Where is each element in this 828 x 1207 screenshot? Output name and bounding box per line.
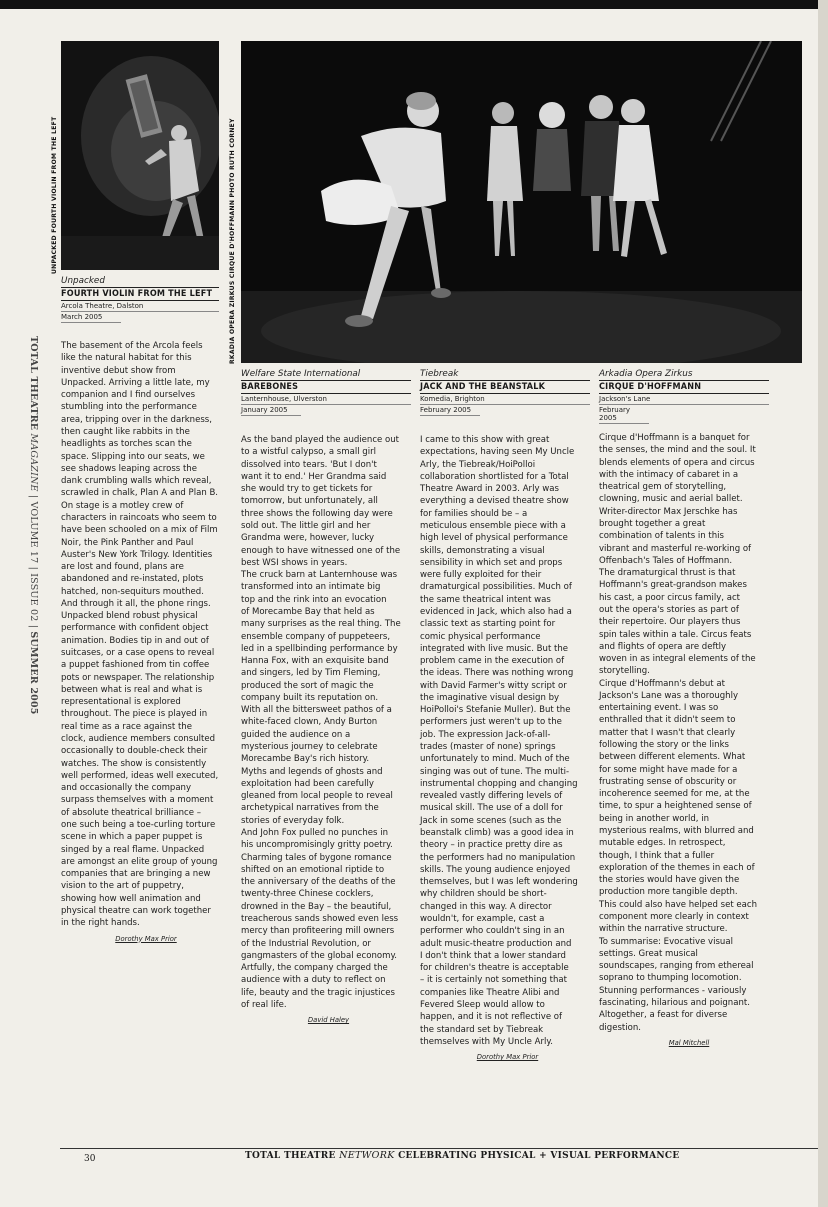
text-line: life, beauty and the tragic injustices — [241, 987, 395, 998]
text-line: occasionally to double-check their — [61, 746, 208, 757]
text-line: dissolved into tears. 'But I don't — [241, 459, 377, 470]
text-line: company built its reputation on. — [241, 692, 379, 703]
text-line: Charming tales of bygone romance — [241, 852, 392, 863]
text-line: three shows the following day were — [241, 508, 393, 519]
text-line: integrated with live music. But the — [420, 643, 569, 654]
text-line: clock, audience members consulted — [61, 734, 216, 744]
text-line: sold out. The little girl and her — [241, 520, 371, 531]
text-line: companion and I find ourselves — [61, 390, 196, 401]
text-line: characters in raincoats who seem to — [61, 512, 217, 523]
text-line: combination of talents in this — [599, 531, 725, 542]
review-header-fourth-violin — [61, 276, 219, 323]
text-line: theatrical gem of storytelling, — [599, 482, 727, 493]
text-line: Grandma were, however, lucky — [241, 533, 375, 544]
text-line: expectations, having seen My Uncle — [420, 447, 575, 458]
review-body-jack — [420, 434, 595, 1063]
text-line: twenty-three Chinese cocklers, — [241, 889, 374, 900]
text-line: gangmasters of the global economy. — [241, 950, 398, 961]
venue: Arcola Theatre, Dalston — [61, 301, 219, 312]
text-line: dank crumbling walls which reveal, — [61, 476, 212, 487]
text-line: As the band played the audience out — [241, 435, 400, 445]
text-line: showing how well animation and — [61, 893, 201, 904]
text-line: mercy than profiteering mill owners — [241, 926, 395, 937]
text-line: area, tripping over in the darkness, — [61, 414, 212, 425]
date: March 2005 — [61, 312, 121, 323]
text-line: singed by a real flame. Unpacked — [61, 844, 205, 855]
text-line: want it to end.' Her Grandma said — [241, 471, 387, 482]
review-header-cirque — [599, 369, 769, 424]
text-line: happen, and it is not reflective of — [420, 1012, 563, 1023]
text-line: the imaginative visual design by — [420, 692, 560, 703]
text-line: watches. The show is consistently — [61, 758, 207, 769]
text-line: performance with confident object — [61, 623, 209, 634]
company-name: Tiebreak — [420, 369, 590, 381]
text-line: in the right hands. — [61, 918, 140, 929]
text-line: following the story or the links — [599, 740, 729, 751]
venue: Komedia, Brighton — [420, 394, 590, 405]
text-line: and occasionally the company — [61, 783, 192, 794]
text-line: companies like Theatre Alibi and — [420, 987, 560, 998]
text-line: the ideas. There was nothing wrong — [420, 668, 574, 679]
text-line: headlights as torches scan the — [61, 439, 192, 450]
text-line: stories of everyday folk. — [241, 815, 345, 826]
text-line: she would try to get tickets for — [241, 484, 373, 495]
text-line: transformed into an intimate big — [241, 582, 381, 593]
text-line: Artfully, the company charged the — [241, 963, 388, 974]
company-name: Arkadia Opera Zirkus — [599, 369, 769, 381]
show-title: BAREBONES — [241, 381, 411, 394]
text-line: were fully exploited for their — [420, 570, 542, 581]
text-line: Arly, the Tiebreak/HoiPolloi — [420, 459, 536, 470]
text-line: mysterious realms, with blurred and — [599, 826, 754, 836]
review-body-fourth-violin — [61, 340, 231, 945]
text-line: though, I think that a fuller — [599, 850, 715, 861]
text-line: collaboration shortlisted for a Total — [420, 471, 569, 482]
text-line: matter that I wasn't that clearly — [599, 727, 736, 738]
text-line: settings. Great musical — [599, 948, 698, 959]
text-line: with the intimacy of cabaret in a — [599, 469, 739, 480]
text-line: physical theatre can work together — [61, 905, 211, 916]
text-line: tomorrow, but unfortunately, all — [241, 496, 378, 507]
text-line: skills. The young audience enjoyed — [420, 864, 571, 875]
page-number: 30 — [84, 1154, 96, 1164]
text-line: top and the rink into an evocation — [241, 594, 387, 605]
text-line: enough to have witnessed one of the — [241, 545, 401, 556]
text-line: pots or newspaper. The relationship — [61, 672, 215, 683]
text-line: incoherence seemed for me, at the — [599, 789, 750, 800]
text-line: scrawled in chalk, Plan A and Plan B. — [61, 488, 219, 499]
text-line: abandoned and re-instated, plots — [61, 574, 204, 585]
text-line: Stunning performances - variously — [599, 985, 747, 996]
byline: Dorothy Max Prior — [476, 1053, 539, 1062]
footer-brand: TOTAL THEATRE — [245, 1151, 336, 1161]
text-line: And John Fox pulled no punches in — [241, 828, 389, 838]
text-line: revealed vastly differing levels of — [420, 791, 563, 802]
top-border — [0, 0, 828, 9]
text-line: his cast, a poor circus family, act — [599, 592, 740, 603]
text-line: ensemble company of puppeteers, — [241, 631, 391, 642]
text-line: dramaturgical possibilities. Much of — [420, 582, 572, 593]
text-line: I don't think that a lower standard — [420, 950, 566, 961]
text-line: led in a spellbinding performance by — [241, 643, 398, 654]
text-line: storytelling. — [599, 666, 650, 677]
text-line: are amongst an elite group of young — [61, 856, 218, 867]
byline: Mal Mitchell — [668, 1038, 710, 1047]
text-line: and flights of opera are deftly — [599, 641, 727, 652]
review-header-barebones — [241, 369, 411, 416]
text-line: gleaned from local people to reveal — [241, 791, 393, 802]
text-line: the senses, the mind and the soul. It — [599, 445, 756, 456]
text-line: clowning, music and aerial ballet. — [599, 494, 743, 505]
text-line: Writer-director Max Jerschke has — [599, 506, 738, 517]
text-line: being in another world, in — [599, 813, 710, 824]
text-line: high level of physical performance — [420, 533, 568, 544]
venue: Jackson's Lane — [599, 394, 769, 405]
text-line: Myths and legends of ghosts and — [241, 766, 383, 777]
text-line: between what is real and what is — [61, 684, 203, 695]
text-line: Cirque d'Hoffmann is a banquet for — [599, 433, 750, 443]
text-line: of real life. — [241, 999, 287, 1010]
text-line: changed in this way. A director — [420, 901, 552, 912]
text-line: everything a devised theatre show — [420, 496, 569, 507]
text-line: trades (master of none) springs — [420, 742, 556, 753]
footer-network: NETWORK — [339, 1150, 395, 1161]
text-line: Theatre Award in 2003. Arly was — [420, 484, 559, 495]
text-line: Jack in some scenes (such as the — [420, 815, 562, 826]
text-line: Jackson's Lane was a thoroughly — [599, 690, 739, 701]
review-body-cirque — [599, 432, 779, 1049]
text-line: surpass themselves with a moment — [61, 795, 214, 806]
text-line: The cruck barn at Lanternhouse was — [241, 570, 398, 581]
text-line: and singers, led by Tim Fleming, — [241, 668, 381, 679]
text-line: exploitation had been carefully — [241, 778, 374, 789]
text-line: between different elements. What — [599, 752, 746, 763]
text-line: the same theatrical intent was — [420, 594, 551, 605]
text-line: time, to spur a heightened sense of — [599, 801, 752, 812]
text-line: themselves with My Uncle Arly. — [420, 1036, 553, 1047]
season: SUMMER 2005 — [28, 631, 39, 715]
footer-tagline: CELEBRATING PHYSICAL + VISUAL PERFORMANCE — [398, 1151, 680, 1161]
text-line: out the opera's stories as part of — [599, 604, 739, 615]
byline: David Haley — [307, 1016, 350, 1025]
text-line: evidenced in Jack, which also had a — [420, 606, 572, 617]
text-line: job. The expression Jack-of-all- — [420, 729, 551, 740]
text-line: meticulous ensemble piece with a — [420, 520, 566, 531]
text-line: best WSI shows in years. — [241, 557, 348, 568]
text-line: production more tangible depth. — [599, 887, 738, 898]
text-line: to a wistful calypso, a small girl — [241, 447, 376, 458]
text-line: Cirque d'Hoffmann's debut at — [599, 678, 725, 689]
text-line: instrumental chopping and changing — [420, 778, 578, 789]
text-line: vision to the art of puppetry, — [61, 881, 185, 892]
text-line: brought together a great — [599, 518, 706, 529]
review-body-barebones — [241, 434, 416, 1027]
text-line: the standard set by Tiebreak — [420, 1024, 544, 1035]
text-line: And through it all, the phone rings. — [61, 598, 211, 609]
text-line: inventive debut show from — [61, 365, 176, 376]
text-line: Offenbach's Tales of Hoffmann. — [599, 555, 733, 566]
text-line: On stage is a motley crew of — [61, 500, 184, 511]
text-line: for children's theatre is acceptable — [420, 963, 569, 974]
photo-cirque-dhoffmann — [241, 41, 802, 363]
running-head: TOTAL THEATRE MAGAZINE | VOLUME 17 | ISSUE 02 | SUMMER 2005 — [28, 336, 39, 715]
text-line: Unpacked. Arriving a little late, my — [61, 377, 210, 388]
text-line: animation. Bodies tip in and out of — [61, 635, 209, 646]
text-line: the anniversary of the deaths of the — [241, 877, 396, 888]
text-line: wouldn't, for example, cast a — [420, 913, 545, 924]
text-line: vibrant and masterful re-working of — [599, 543, 752, 554]
date: January 2005 — [241, 405, 301, 416]
text-line: drowned in the Bay – the beautiful, — [241, 901, 392, 912]
text-line: Unpacked blend robust physical — [61, 611, 198, 622]
photo-caption-left: UNPACKED FOURTH VIOLIN FROM THE LEFT — [51, 116, 58, 274]
text-line: HoiPolloi's Stefanie Muller). But the — [420, 705, 571, 716]
text-line: component more clearly in context — [599, 911, 749, 922]
text-line: throughout. The piece is played in — [61, 709, 208, 720]
date: February 2005 — [420, 405, 480, 416]
photo-caption-right: RKADIA OPERA ZIRKUS CIRQUE D'HOFFMANN PHOTO RUTH CORNEY — [229, 118, 236, 364]
text-line: Noir, the Pink Panther and Paul — [61, 537, 194, 548]
photo-fourth-violin — [61, 41, 219, 270]
text-line: why children should be short- — [420, 889, 547, 900]
text-line: Hanna Fox, with an exquisite band — [241, 656, 389, 667]
text-line: mysterious journey to celebrate — [241, 742, 378, 753]
text-line: themselves, but I was left wondering — [420, 877, 578, 888]
magazine-word: MAGAZINE — [28, 433, 39, 492]
text-line: Morecambe Bay's rich history. — [241, 754, 370, 765]
text-line: The dramaturgical thrust is that — [599, 568, 736, 579]
text-line: woven in as integral elements of the — [599, 654, 756, 665]
text-line: Auster's New York Trilogy. Identities — [61, 549, 213, 560]
text-line: stumbling into the performance — [61, 402, 197, 413]
text-line: space. Slipping into our seats, we — [61, 451, 205, 462]
text-line: entertaining event. I was so — [599, 703, 719, 714]
date: February 2005 — [599, 405, 649, 424]
text-line: a puppet fashioned from tin coffee — [61, 660, 210, 671]
volume: VOLUME 17 — [28, 501, 39, 564]
text-line: frustrating sense of obscurity or — [599, 776, 737, 787]
text-line: classic text as starting point for — [420, 619, 556, 630]
text-line: with David Farmer's witty script or — [420, 680, 567, 691]
text-line: produced the sort of magic the — [241, 680, 374, 691]
text-line: enthralled that it didn't seem to — [599, 715, 736, 726]
byline: Dorothy Max Prior — [115, 934, 177, 943]
text-line: his uncompromisingly gritty poetry. — [241, 840, 393, 851]
text-line: spin tales within a tale. Circus feats — [599, 629, 752, 640]
text-line: their repertoire. Our players thus — [599, 617, 741, 628]
text-line: beanstalk climb) was a good idea in — [420, 828, 574, 838]
text-line: of the Industrial Revolution, or — [241, 938, 371, 949]
magazine-name: TOTAL THEATRE — [28, 336, 39, 431]
text-line: see shadows leaping across the — [61, 463, 197, 474]
text-line: like the natural habitat for this — [61, 353, 192, 364]
text-line: Altogether, a feast for diverse — [599, 1010, 728, 1021]
text-line: blends elements of opera and circus — [599, 457, 755, 468]
text-line: mutable edges. In retrospect, — [599, 838, 726, 849]
text-line: singing was out of tune. The multi- — [420, 766, 570, 777]
text-line: Hoffmann's great-grandson makes — [599, 580, 747, 591]
text-line: the stories would have given the — [599, 875, 740, 886]
text-line: white-faced clown, Andy Burton — [241, 717, 378, 728]
text-line: representational is explored — [61, 697, 181, 708]
text-line: comic physical performance — [420, 631, 541, 642]
text-line: – it is certainly not something that — [420, 975, 568, 986]
text-line: adult music-theatre production and — [420, 938, 572, 949]
text-line: audience with a duty to reflect on — [241, 975, 386, 986]
text-line: well performed, ideas well executed, — [61, 770, 219, 781]
text-line: The basement of the Arcola feels — [61, 341, 203, 351]
text-line: soprano to thumping locomotion. — [599, 973, 742, 984]
show-title: JACK AND THE BEANSTALK — [420, 381, 590, 394]
text-line: musical skill. The use of a doll for — [420, 803, 563, 814]
text-line: of Morecambe Bay that held as — [241, 606, 375, 617]
text-line: I came to this show with great — [420, 435, 550, 445]
text-line: of absolute theatrical brilliance – — [61, 807, 201, 818]
text-line: suitcases, or a case opens to reveal — [61, 648, 215, 659]
show-title: FOURTH VIOLIN FROM THE LEFT — [61, 288, 219, 301]
text-line: With all the bittersweet pathos of a — [241, 705, 392, 716]
text-line: hatched, non-sequiturs mouthed. — [61, 586, 204, 597]
page-edge — [818, 0, 828, 1207]
text-line: problem came in the execution of — [420, 656, 565, 667]
text-line: To summarise: Evocative visual — [599, 936, 733, 947]
text-line: soundscapes, ranging from ethereal — [599, 961, 754, 972]
text-line: shifted on an emotional riptide to — [241, 864, 385, 875]
company-name: Welfare State International — [241, 369, 411, 381]
text-line: exploration of the themes in each of — [599, 862, 755, 873]
text-line: companies that are bringing a new — [61, 869, 211, 880]
text-line: fascinating, hilarious and poignant. — [599, 997, 750, 1008]
review-header-jack — [420, 369, 590, 416]
text-line: scene in which a paper puppet is — [61, 832, 203, 843]
text-line: performers just weren't up to the — [420, 717, 562, 728]
text-line: sensibility in which set and props — [420, 557, 563, 568]
text-line: within the narrative structure. — [599, 924, 728, 935]
show-title: CIRQUE D'HOFFMANN — [599, 381, 769, 394]
text-line: the performers had no manipulation — [420, 852, 576, 863]
text-line: for families should be – a — [420, 508, 528, 519]
issue: ISSUE 02 — [28, 573, 39, 622]
text-line: guided the audience on a — [241, 729, 351, 740]
text-line: digestion. — [599, 1022, 642, 1033]
text-line: treacherous sands showed even less — [241, 913, 399, 924]
text-line: then caught like rabbits in the — [61, 426, 190, 437]
text-line: This could also have helped set each — [599, 899, 758, 910]
text-line: one such being a toe-curling torture — [61, 819, 216, 830]
text-line: skills, demonstrating a visual — [420, 545, 545, 556]
text-line: real time as a race against the — [61, 721, 192, 732]
text-line: are lost and found, plans are — [61, 562, 184, 573]
text-line: many surprises as the real thing. The — [241, 619, 401, 630]
text-line: performer who couldn't sing in an — [420, 926, 565, 937]
text-line: unfortunately to mind. Much of the — [420, 754, 570, 765]
text-line: Fevered Sleep would allow to — [420, 999, 545, 1010]
footer-rule — [60, 1148, 818, 1149]
footer-title — [245, 1150, 680, 1161]
text-line: theory – in practice pretty dire as — [420, 840, 563, 851]
text-line: have been schooled on a mix of Film — [61, 525, 218, 536]
venue: Lanternhouse, Ulverston — [241, 394, 411, 405]
text-line: for some might have made for a — [599, 764, 738, 775]
company-name: Unpacked — [61, 276, 219, 288]
text-line: archetypical narratives from the — [241, 803, 379, 814]
